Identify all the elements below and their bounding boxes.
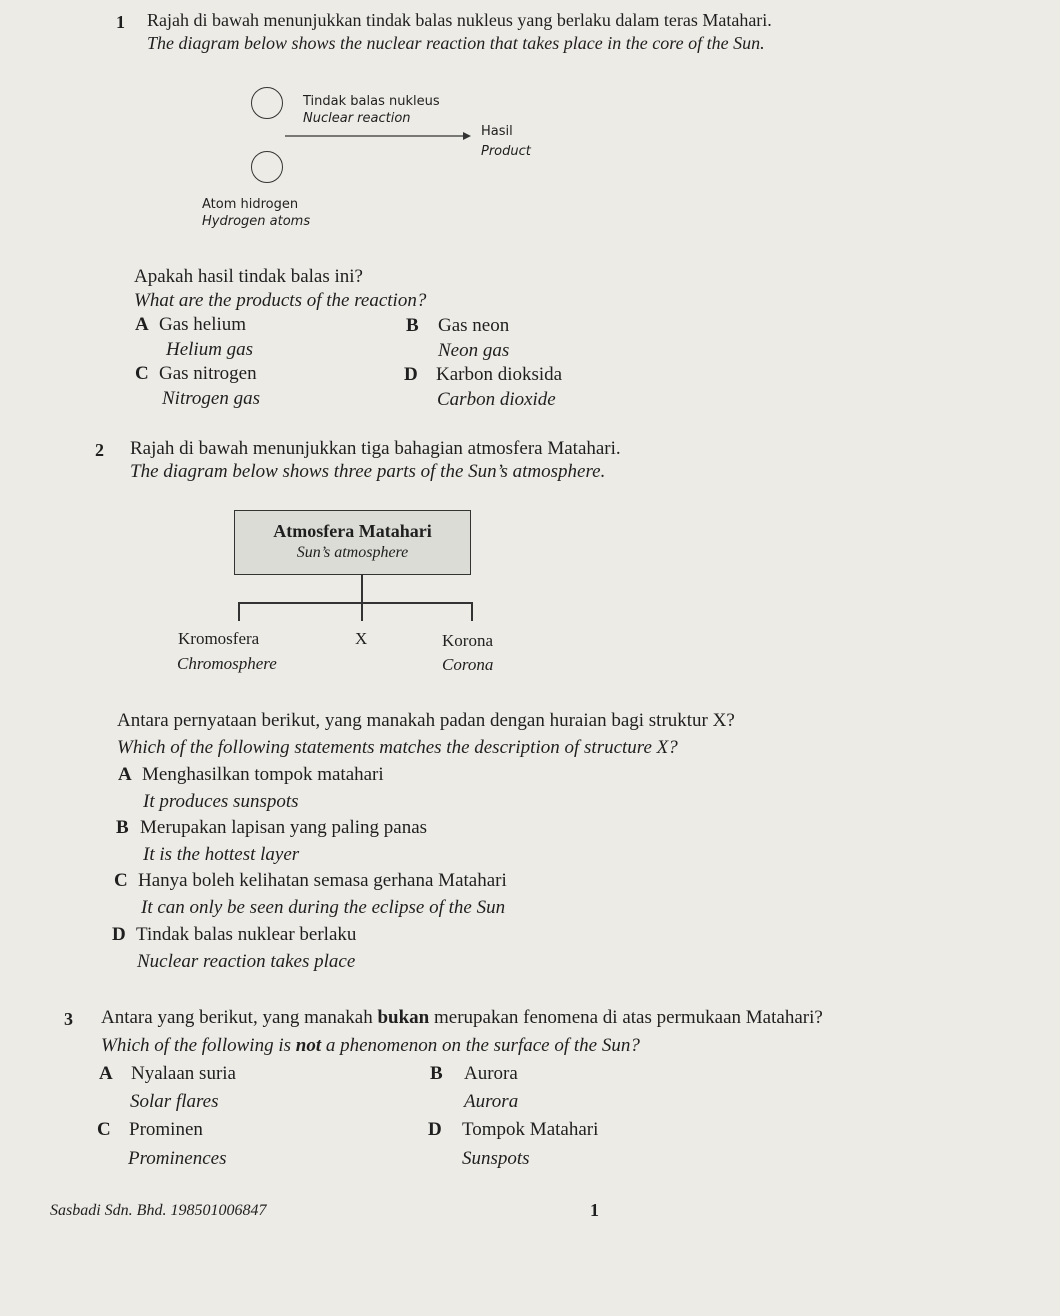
q2-option-c[interactable]: C Hanya boleh kelihatan semasa gerhana Matahari — [114, 870, 507, 891]
q2-option-a[interactable]: A Menghasilkan tompok matahari — [118, 764, 384, 785]
tree-left-drop — [238, 602, 240, 621]
sun-atmosphere-label-en: Sun’s atmosphere — [296, 544, 409, 561]
q3-option-a-en: Solar flares — [130, 1091, 219, 1112]
q1-text-my: Rajah di bawah menunjukkan tindak balas nukleus yang berlaku dalam teras Matahari. — [147, 10, 772, 30]
reaction-label-en: Nuclear reaction — [303, 111, 411, 126]
q1-option-c[interactable]: C Gas nitrogen — [135, 363, 257, 384]
q2-option-b-en: It is the hottest layer — [143, 844, 300, 865]
q1-option-a[interactable]: A Gas helium — [135, 314, 247, 335]
q3-option-d-en: Sunspots — [462, 1148, 530, 1169]
sun-atmosphere-box — [234, 510, 471, 575]
chromosphere-label-en: Chromosphere — [177, 654, 277, 673]
chromosphere-label-my: Kromosfera — [178, 629, 260, 648]
q1-text-en: The diagram below shows the nuclear reaction that takes place in the core of the Sun. — [147, 33, 765, 53]
tree-middle-drop — [361, 602, 363, 621]
q2-option-b[interactable]: B Merupakan lapisan yang paling panas — [116, 817, 428, 838]
q3-option-c-en: Prominences — [128, 1148, 227, 1169]
q2-option-d[interactable]: D Tindak balas nuklear berlaku — [112, 924, 357, 945]
hydrogen-atom-circle-bottom — [251, 151, 283, 183]
product-label-my: Hasil — [481, 124, 513, 139]
q1-option-b-en: Neon gas — [438, 340, 510, 361]
q1-option-d-en: Carbon dioxide — [437, 389, 556, 410]
q1-question-en: What are the products of the reaction? — [134, 290, 427, 311]
structure-x-label: X — [355, 629, 368, 648]
hydrogen-atoms-label-my: Atom hidrogen — [202, 197, 299, 212]
q2-text-en: The diagram below shows three parts of the Sun’s atmosphere. — [130, 461, 606, 482]
q1-option-c-en: Nitrogen gas — [162, 388, 260, 409]
q1-question-my: Apakah hasil tindak balas ini? — [134, 266, 363, 287]
q3-option-d[interactable]: D Tompok Matahari — [428, 1119, 599, 1140]
reaction-label-my: Tindak balas nukleus — [303, 94, 440, 109]
corona-label-en: Corona — [442, 655, 494, 674]
q1-option-b[interactable]: B Gas neon — [406, 315, 510, 336]
sun-atmosphere-label-my: Atmosfera Matahari — [273, 521, 432, 541]
q2-text-my: Rajah di bawah menunjukkan tiga bahagian atmosfera Matahari. — [130, 438, 621, 459]
q2-question-my: Antara pernyataan berikut, yang manakah padan dengan huraian bagi struktur X? — [117, 710, 735, 731]
q3-text-en: Which of the following is not a phenomenon on the surface of the Sun? — [101, 1035, 640, 1056]
q3-option-a[interactable]: A Nyalaan suria — [99, 1063, 236, 1084]
q2-question-en: Which of the following statements matches the description of structure X? — [117, 737, 678, 758]
q2-option-c-en: It can only be seen during the eclipse of the Sun — [141, 897, 506, 918]
q3-option-c[interactable]: C Prominen — [97, 1119, 203, 1140]
publisher-footer: Sasbadi Sdn. Bhd. 198501006847 — [50, 1202, 267, 1219]
hydrogen-atom-circle-top — [251, 87, 283, 119]
q1-number: 1 — [116, 12, 125, 32]
corona-label-my: Korona — [442, 631, 493, 650]
q3-number: 3 — [64, 1009, 73, 1029]
reaction-arrow — [285, 128, 475, 140]
q2-option-d-en: Nuclear reaction takes place — [137, 951, 356, 972]
tree-right-drop — [471, 602, 473, 621]
tree-branch-line — [238, 602, 472, 604]
q3-option-b[interactable]: B Aurora — [430, 1063, 518, 1084]
page-number: 1 — [590, 1200, 599, 1220]
q2-number: 2 — [95, 440, 104, 460]
product-label-en: Product — [481, 144, 531, 159]
q2-option-a-en: It produces sunspots — [143, 791, 299, 812]
q1-option-d[interactable]: D Karbon dioksida — [404, 364, 563, 385]
hydrogen-atoms-label-en: Hydrogen atoms — [202, 214, 311, 229]
q3-option-b-en: Aurora — [464, 1091, 519, 1112]
q3-text-my: Antara yang berikut, yang manakah bukan merupakan fenomena di atas permukaan Matahari? — [101, 1007, 823, 1028]
tree-stem-line — [361, 575, 363, 603]
q1-option-a-en: Helium gas — [166, 339, 254, 360]
